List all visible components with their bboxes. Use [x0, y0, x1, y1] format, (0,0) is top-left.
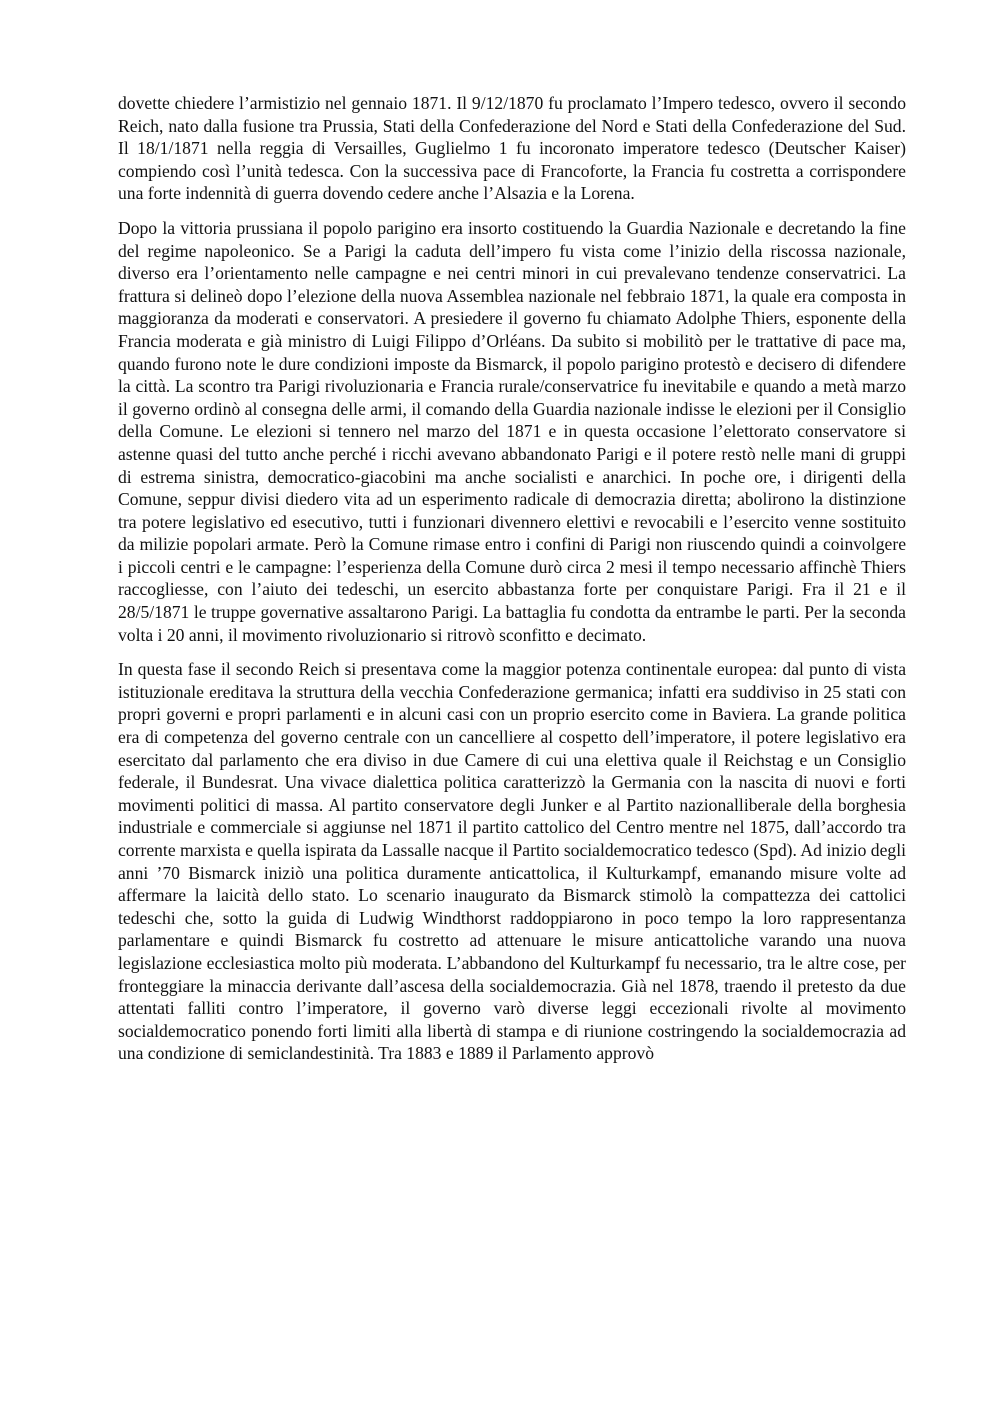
paragraph-armistice: dovette chiedere l’armistizio nel gennaio 1871. Il 9/12/1870 fu proclamato l’Impero tedesco, ovvero il secondo Reich, nato dalla fusione tra Prussia, Stati della Confederazione del Nord e Stati della Confederazione del Sud. Il 18/1/1871 nella reggia di Versailles, Guglielmo 1 fu incoronato imperatore tedesco (Deutscher Kaiser) compiendo così l’unità tedesca. Con la successiva pace di Francoforte, la Francia fu costretta a corrispondere una forte indennità di guerra dovendo cedere anche l’Alsazia e la Lorena. [118, 93, 906, 204]
paragraph-paris-commune: Dopo la vittoria prussiana il popolo parigino era insorto costituendo la Guardia Nazionale e decretando la fine del regime napoleonico. Se a Parigi la caduta dell’impero fu vista come l’inizio della riscossa nazionale, diverso era l’orientamento nelle campagne e nei centri minori in cui prevalevano tendenze conservatrici. La frattura si delineò dopo l’elezione della nuova Assemblea nazionale nel febbraio 1871, la quale era composta in maggioranza da moderati e conservatori. A presiedere il governo fu chiamato Adolphe Thiers, esponente della Francia moderata e già ministro di Luigi Filippo d’Orléans. Da subito si mobilitò per le trattative di pace ma, quando furono note le dure condizioni imposte da Bismarck, il popolo parigino protestò e decisero di difendere la città. La scontro tra Parigi rivoluzionaria e Francia rurale/conservatrice fu inevitabile e quando a metà marzo il governo ordinò al consegna delle armi, il comando della Guardia nazionale indisse le elezioni per il Consiglio della Comune. Le elezioni si tennero nel marzo del 1871 e in questa occasione l’elettorato conservatore si astenne quasi del tutto anche perché i ricchi avevano abbandonato Parigi e il potere restò nelle mani di gruppi di estrema sinistra, democratico-giacobini ma anche socialisti e anarchici. In poche ore, i dirigenti della Comune, seppur divisi diedero vita ad un esperimento radicale di democrazia diretta; abolirono la distinzione tra potere legislativo ed esecutivo, tutti i funzionari divennero elettivi e revocabili e l’esercito venne sostituito da milizie popolari armate. Però la Comune rimase entro i confini di Parigi non riuscendo quindi a coinvolgere i piccoli centri e le campagne: l’esperienza della Comune durò circa 2 mesi il tempo necessario affinchè Thiers raccogliesse, con l’aiuto dei tedeschi, un esercito abbastanza forte per conquistare Parigi. Fra il 21 e il 28/5/1871 le truppe governative assaltarono Parigi. La battaglia fu condotta da entrambe le parti. Per la seconda volta i 20 anni, il movimento rivoluzionario si ritrovò sconfitto e decimato. [118, 217, 906, 645]
paragraph-second-reich: In questa fase il secondo Reich si presentava come la maggior potenza continentale europea: dal punto di vista istituzionale ereditava la struttura della vecchia Confederazione germanica; infatti era suddiviso in 25 stati con propri governi e propri parlamenti e in alcuni casi con un proprio esercito come in Baviera. La grande politica era di competenza del governo centrale con un cancelliere al cospetto dell’imperatore, il potere legislativo era esercitato dal parlamento che era diviso in due Camere di cui una elettiva quale il Reichstag e un Consiglio federale, il Bundesrat. Una vivace dialettica politica caratterizzò la Germania con la nascita di nuovi e forti movimenti politici di massa. Al partito conservatore degli Junker e al Partito nazionalliberale della borghesia industriale e commerciale si aggiunse nel 1871 il partito cattolico del Centro mentre nel 1875, dall’accordo tra corrente marxista e quella ispirata da Lassalle nacque il Partito socialdemocratico tedesco (Spd). Ad inizio degli anni ’70 Bismarck iniziò una politica duramente anticattolica, il Kulturkampf, emanando misure volte ad affermare la laicità dello stato. Lo scenario inaugurato da Bismarck stimolò la compattezza dei cattolici tedeschi che, sotto la guida di Ludwig Windthorst raddoppiarono in poco tempo la loro rappresentanza parlamentare e quindi Bismarck fu costretto ad attenuare le misure anticattoliche varando una nuova legislazione ecclesiastica molto più moderata. L’abbandono del Kulturkampf fu necessario, tra le altre cose, per fronteggiare la minaccia derivante dall’ascesa della socialdemocrazia. Già nel 1878, traendo il pretesto da due attentati falliti contro l’imperatore, il governo varò diverse leggi eccezionali rivolte al movimento socialdemocratico ponendo forti limiti alla libertà di stampa e di riunione costringendo la socialdemocrazia ad una condizione di semiclandestinità. Tra 1883 e 1889 il Parlamento approvò [118, 659, 906, 1064]
document-page [118, 92, 906, 1077]
